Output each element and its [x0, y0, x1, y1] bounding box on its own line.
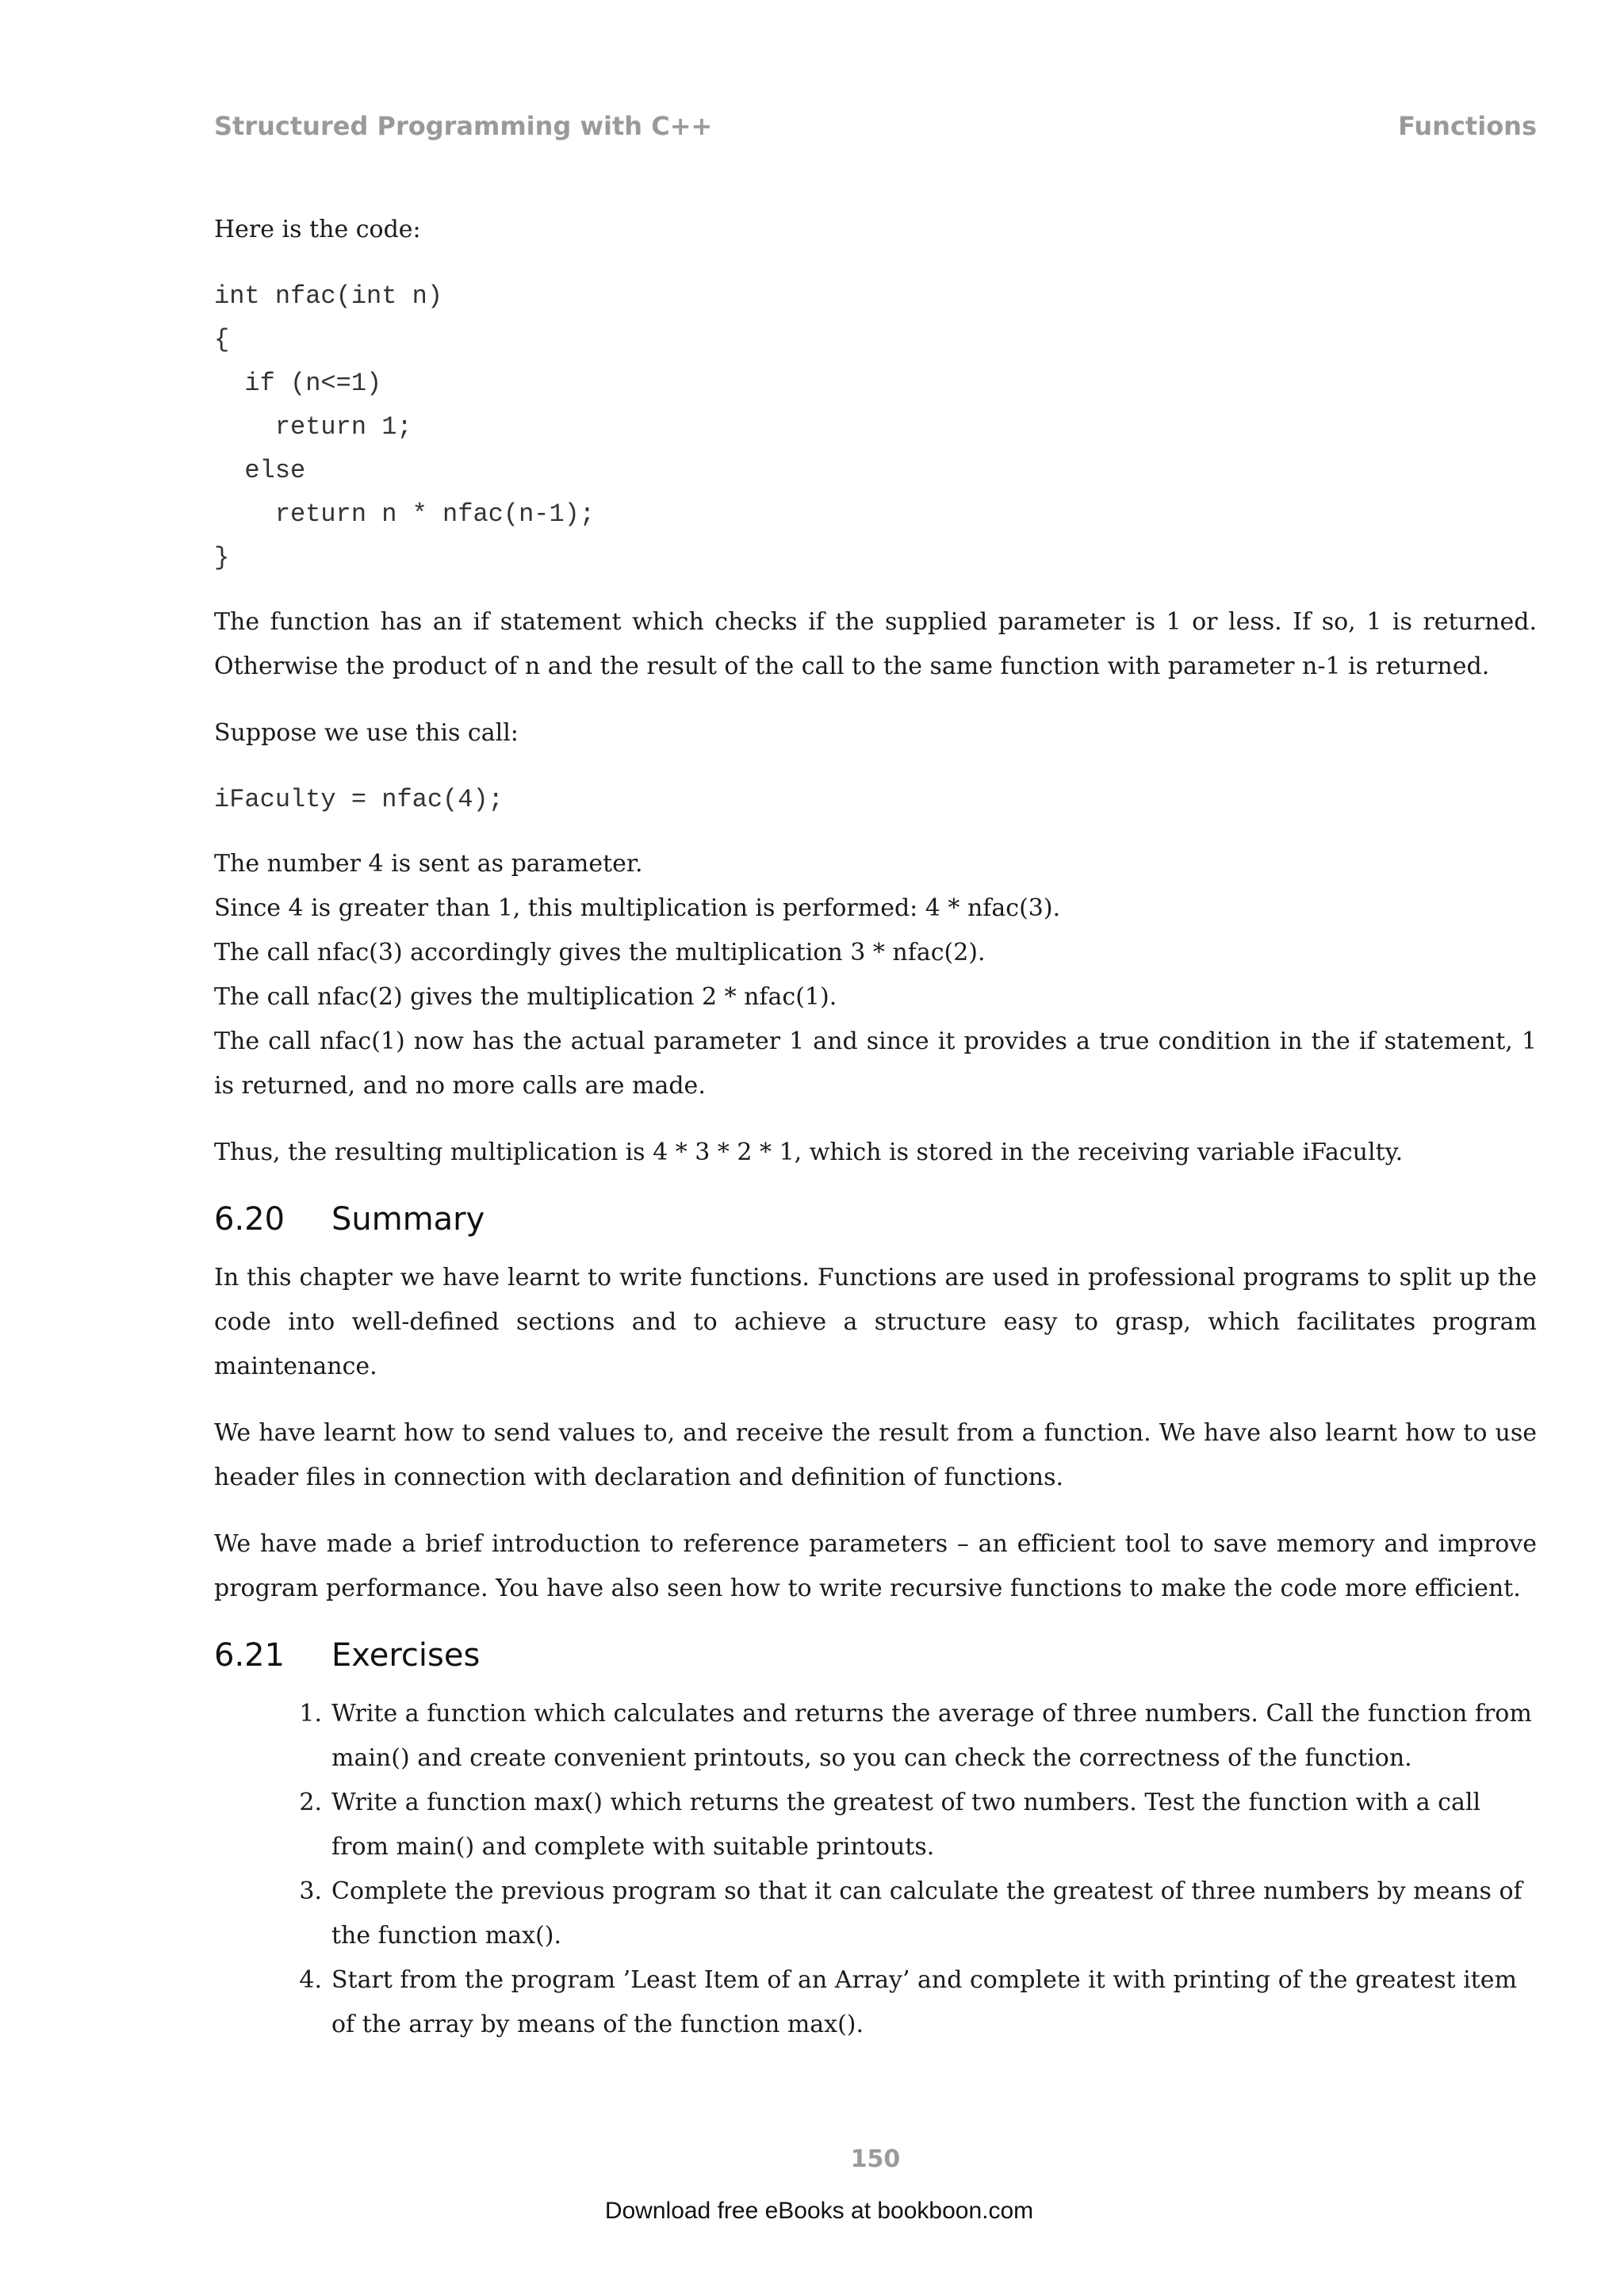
code-line: }: [214, 543, 230, 572]
exercise-text: Start from the program ’Least Item of an Array’ and complete it with printing of the greatest item of the array by means of the function max().: [331, 1966, 1517, 2038]
summary-paragraph: We have made a brief introduction to reference parameters – an efficient tool to save memory and improve program performance. You have also seen how to write recursive functions to make the code more efficient.: [214, 1530, 1537, 1602]
body-paragraph: The function has an if statement which checks if the supplied parameter is 1 or less. If so, 1 is returned. Otherwise the product of n and the result of the call to the same function with parameter n-1 is returned.: [214, 608, 1537, 680]
exercise-item: [214, 1781, 1537, 1869]
section-title: Exercises: [331, 1637, 481, 1674]
body-paragraph: Thus, the resulting multiplication is 4 * 3 * 2 * 1, which is stored in the receiving variable iFaculty.: [214, 1138, 1404, 1166]
explanation-line: The number 4 is sent as parameter.: [214, 850, 643, 878]
code-line: return 1;: [214, 412, 412, 442]
explanation-lines: [214, 842, 1537, 1108]
code-line: else: [214, 456, 306, 485]
running-header: [214, 111, 1537, 141]
footer-download-link[interactable]: Download free eBooks at bookboon.com: [604, 2198, 1034, 2224]
explanation-line: The call nfac(3) accordingly gives the multiplication 3 * nfac(2).: [214, 939, 986, 966]
code-line: return n * nfac(n-1);: [214, 499, 596, 529]
body-paragraph: Suppose we use this call:: [214, 719, 519, 747]
exercise-text: Complete the previous program so that it can calculate the greatest of three numbers by means of the function max().: [331, 1877, 1522, 1950]
exercise-number: 1.: [299, 1700, 322, 1728]
exercise-number: 4.: [299, 1966, 322, 1994]
explanation-line: The call nfac(2) gives the multiplication 2 * nfac(1).: [214, 983, 837, 1011]
code-line: int nfac(int n): [214, 281, 443, 311]
exercise-item: [214, 1692, 1537, 1781]
section-number: 6.21: [214, 1637, 285, 1674]
code-line: {: [214, 325, 230, 354]
code-call: [214, 778, 1537, 821]
page-content: [214, 208, 1537, 2047]
exercise-text: Write a function which calculates and returns the average of three numbers. Call the function from main() and create convenient printouts, so you can check the correctness of the function.: [331, 1700, 1532, 1772]
book-title: Structured Programming with C++: [214, 111, 713, 141]
page-number: 150: [850, 2145, 901, 2173]
code-block-nfac: [214, 274, 1537, 580]
section-heading-summary: [214, 1197, 1537, 1242]
section-heading-exercises: [214, 1633, 1537, 1678]
summary-paragraph: In this chapter we have learnt to write functions. Functions are used in professional programs to split up the code into well-defined sections and to achieve a structure easy to grasp, which facilitates program maintenance.: [214, 1264, 1537, 1380]
explanation-line: Since 4 is greater than 1, this multiplication is performed: 4 * nfac(3).: [214, 894, 1061, 922]
explanation-line: The call nfac(1) now has the actual parameter 1 and since it provides a true condition in the if statement, 1 is returned, and no more calls are made.: [214, 1027, 1537, 1100]
chapter-title: Functions: [1398, 111, 1537, 141]
exercise-text: Write a function max() which returns the greatest of two numbers. Test the function with a call from main() and complete with suitable printouts.: [331, 1789, 1481, 1861]
intro-text: Here is the code:: [214, 216, 421, 243]
exercise-list: [214, 1692, 1537, 2047]
section-title: Summary: [331, 1201, 485, 1238]
code-line: if (n<=1): [214, 369, 382, 398]
exercise-item: [214, 1958, 1537, 2047]
section-number: 6.20: [214, 1201, 285, 1238]
document-page: [214, 0, 1537, 2296]
summary-paragraph: We have learnt how to send values to, and receive the result from a function. We have also learnt how to use header files in connection with declaration and definition of functions.: [214, 1419, 1537, 1491]
exercise-number: 3.: [299, 1877, 322, 1905]
exercise-number: 2.: [299, 1789, 322, 1816]
code-line: iFaculty = nfac(4);: [214, 785, 504, 814]
exercise-item: [214, 1869, 1537, 1958]
